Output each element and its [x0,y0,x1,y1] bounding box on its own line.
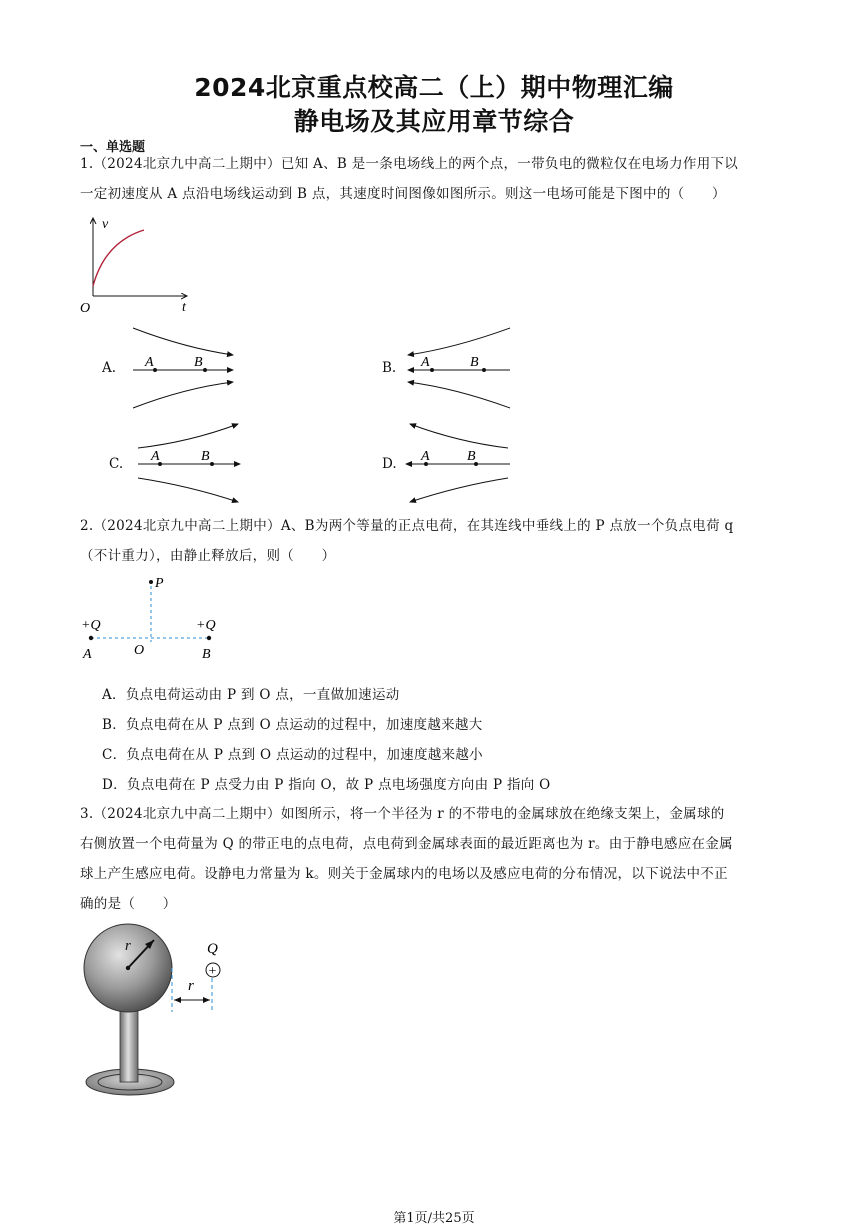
point-o-label: O [134,643,145,658]
point-a-label: A [145,355,154,370]
point-p-label: P [155,576,164,591]
q2-option-b: B．负点电荷在从 P 点到 O 点运动的过程中，加速度越来越大 [102,717,483,733]
q1-velocity-time-graph [70,212,200,317]
point-a-label: A [83,647,92,662]
q1-text-line1: 1.（2024北京九中高二上期中）已知 A、B 是一条电场线上的两个点，一带负电的微粒仅在电场力作用下以 [80,156,739,172]
q1-option-b-diagram [400,322,520,414]
distance-label: r [188,978,194,994]
q3-text-line2: 右侧放置一个电荷量为 Q 的带正电的点电荷，点电荷到金属球表面的最近距离也为 r。由于静电感应在金属 [80,836,733,852]
q2-text-line1: 2.（2024北京九中高二上期中）A、B为两个等量的正点电荷，在其连线中垂线上的 P 点放一个负点电荷 q [80,518,734,534]
point-b-label: B [201,449,210,464]
insulating-stand [120,1010,138,1082]
charge-a-label: +Q [81,618,101,633]
page-footer: 第1页/共25页 [393,1211,475,1226]
q1-option-b-label: B. [382,360,397,376]
q2-option-a: A．负点电荷运动由 P 到 O 点，一直做加速运动 [102,687,400,703]
q1-option-d-diagram [400,418,518,510]
page-title: 2024北京重点校高二（上）期中物理汇编 [194,73,674,102]
velocity-curve [93,230,144,286]
point-b-label: B [467,449,476,464]
q3-text-line3: 球上产生感应电荷。设静电力常量为 k。则关于金属球内的电场以及感应电荷的分布情况，以下说法中不正 [80,866,728,882]
point-b-label: B [470,355,479,370]
q3-text-line4: 确的是（ ） [80,896,177,912]
q1-option-a-label: A. [102,360,117,376]
page-subtitle: 静电场及其应用章节综合 [293,107,575,136]
graph-y-label: v [102,217,109,232]
q1-text-line2: 一定初速度从 A 点沿电场线运动到 B 点，其速度时间图像如图所示。则这一电场可能是下图中的（ ） [80,186,726,202]
q1-option-d-label: D. [382,456,397,472]
q3-metal-sphere-figure [70,920,240,1105]
q2-option-c: C．负点电荷在从 P 点到 O 点运动的过程中，加速度越来越小 [102,747,483,763]
q3-text-line1: 3.（2024北京九中高二上期中）如图所示，将一个半径为 r 的不带电的金属球放在绝缘支架上，金属球的 [80,806,725,822]
q1-option-c-label: C. [109,456,124,472]
charge-b-label: +Q [196,618,216,633]
point-b-label: B [194,355,203,370]
radius-label: r [125,938,131,954]
q2-option-d: D．负点电荷在 P 点受力由 P 指向 O，故 P 点电场强度方向由 P 指向 O [102,777,551,793]
section-heading: 一、单选题 [80,140,146,155]
graph-x-label: t [182,300,186,315]
graph-origin-label: O [80,301,91,316]
charge-q-label: Q [207,941,218,957]
q1-option-c-diagram [130,418,248,510]
q2-text-line2: （不计重力），由静止释放后，则（ ） [80,548,336,564]
point-a-label: A [421,449,430,464]
point-a-label: A [421,355,430,370]
q1-option-a-diagram [125,322,245,414]
q2-charges-figure [75,572,235,664]
point-b-label: B [202,647,211,662]
charge-sign: + [208,964,217,979]
point-a-label: A [151,449,160,464]
